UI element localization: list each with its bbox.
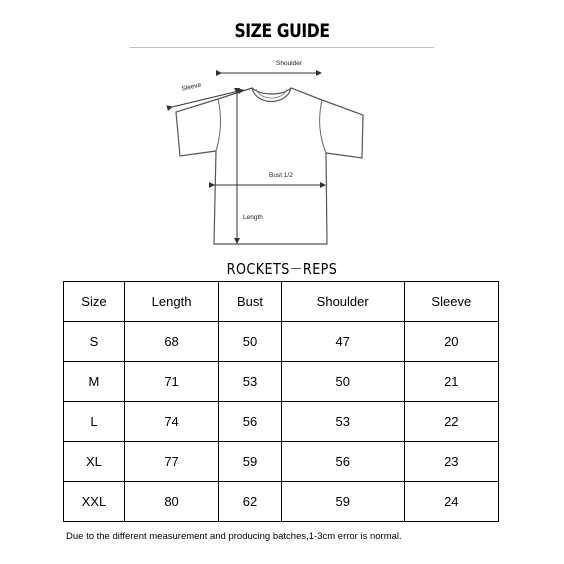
table-cell: 53 [281,402,404,442]
table-cell: 47 [281,322,404,362]
table-cell: 74 [124,402,218,442]
length-label: Length [243,214,263,221]
table-row [64,402,499,442]
column-header: Length [124,282,218,322]
tshirt-outline [176,88,363,244]
table-cell: 68 [124,322,218,362]
table-cell: 71 [124,362,218,402]
table-cell: 50 [281,362,404,402]
bust-label: Bust 1/2 [269,172,293,179]
table-header-row [64,282,499,322]
table-row [64,322,499,362]
table-cell: 77 [124,442,218,482]
page-title: SIZE GUIDE [234,20,330,42]
table-cell: 23 [404,442,498,482]
table-cell: 56 [219,402,282,442]
table-cell: XL [64,442,125,482]
column-header: Bust [219,282,282,322]
table-cell: 20 [404,322,498,362]
table-row [64,362,499,402]
table-row [64,482,499,522]
table-cell: 53 [219,362,282,402]
sleeve-label: Sleeve [181,81,202,93]
table-cell: 50 [219,322,282,362]
table-cell: 59 [281,482,404,522]
table-cell: 21 [404,362,498,402]
table-cell: 56 [281,442,404,482]
column-header: Shoulder [281,282,404,322]
table-cell: 80 [124,482,218,522]
table-cell: 59 [219,442,282,482]
table-cell: L [64,402,125,442]
measurement-note: Due to the different measurement and producing batches,1-3cm error is normal. [66,531,402,542]
column-header: Sleeve [404,282,498,322]
column-header: Size [64,282,125,322]
brand-name: ROCKETS－REPS [226,260,338,278]
table-row [64,442,499,482]
table-cell: 22 [404,402,498,442]
tshirt-diagram [0,0,564,260]
table-cell: XXL [64,482,125,522]
table-cell: M [64,362,125,402]
size-table [63,281,499,522]
table-cell: 62 [219,482,282,522]
shoulder-label: Shoulder [276,60,303,67]
table-cell: S [64,322,125,362]
table-cell: 24 [404,482,498,522]
